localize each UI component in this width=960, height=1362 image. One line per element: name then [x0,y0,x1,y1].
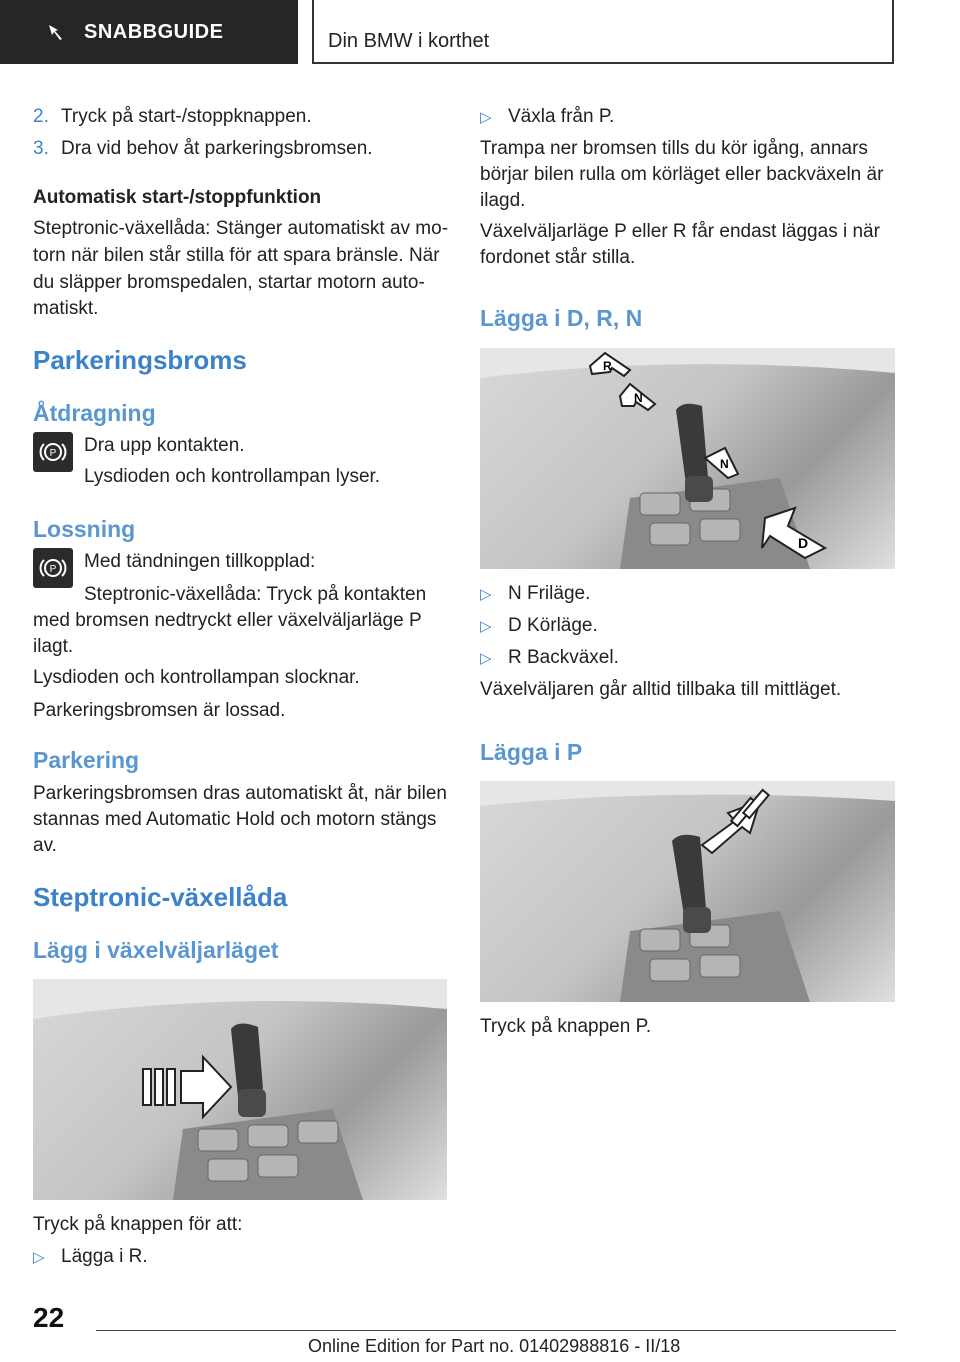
section-heading: Parkeringsbroms [33,345,247,375]
bullet-triangle-icon: ▷ [33,1249,45,1266]
body-line: Tryck på knappen för att: [33,1214,243,1235]
subsection-heading: Lägg i växelväljarläget [33,937,279,963]
body-line: torn när bilen står stilla för att spara bränsle. När [33,245,440,266]
parking-brake-switch-icon [33,548,73,588]
section-tab [0,0,298,64]
step-number: 3. [33,138,49,159]
subsection-heading: Parkering [33,747,140,773]
body-line: matiskt. [33,298,99,319]
body-line: Steptronic-växellåda: Tryck på kontakten [84,584,427,605]
body-line: Växelväljarläge P eller R får endast läggas i när [480,221,880,242]
bullet-triangle-icon: ▷ [480,109,492,126]
body-line: Steptronic-växellåda: Stänger automatiskt av mo‐ [33,218,449,239]
gear-label-n: N [720,457,729,471]
body-line: du släpper bromspedalen, startar motorn auto‐ [33,272,425,293]
body-line: Tryck på knappen P. [480,1016,652,1037]
subsection-heading: Lägga i P [480,739,583,765]
bullet-item [480,104,492,131]
body-line: Parkeringsbromsen är lossad. [33,700,286,721]
gear-selector-photo [33,979,447,1200]
page-title: Din BMW i korthet [328,30,490,52]
gear-label-n: N [634,391,643,405]
bullet-text: R Backväxel. [508,647,619,668]
step-text: Dra vid behov åt parkeringsbromsen. [61,138,373,159]
body-line: fordonet står stilla. [480,247,636,268]
parking-brake-switch-icon [33,432,73,472]
body-line: ilagt. [33,636,74,657]
step-text: Tryck på start-/stoppknappen. [61,106,312,127]
body-line: börjar bilen rulla om körläget eller backväxeln är [480,164,884,185]
step-number: 2. [33,106,49,127]
bullet-text: D Körläge. [508,615,598,636]
park-button-photo [480,781,895,1002]
footer-edition: Online Edition for Part no. 01402988816 - II/18 [308,1336,681,1356]
page-number: 22 [33,1302,65,1333]
bullet-item [480,645,492,672]
footer-divider [96,1330,896,1331]
bullet-triangle-icon: ▷ [480,586,492,603]
body-line: stannas med Automatic Hold och motorn stängs [33,809,437,830]
svg-text:P: P [49,564,57,575]
bullet-triangle-icon: ▷ [480,618,492,635]
svg-text:P: P [49,448,57,459]
body-line: Växelväljaren går alltid tillbaka till mittläget. [480,679,842,700]
subheading: Automatisk start-/stoppfunktion [33,187,322,208]
body-line: med bromsen nedtryckt eller växelväljarläge P [33,610,422,631]
body-line: Lysdioden och kontrollampan slocknar. [33,667,360,688]
body-line: Dra upp kontakten. [84,435,245,456]
page-title-box [312,0,894,64]
gear-label-d: D [798,535,809,551]
subsection-heading: Lägga i D, R, N [480,305,643,331]
bullet-text: Lägga i R. [61,1246,148,1267]
bullet-text: Växla från P. [508,106,615,127]
quick-guide-icon [44,20,68,44]
section-label: SNABBGUIDE [84,20,224,43]
bullet-item [480,613,492,640]
subsection-heading: Åtdragning [33,400,156,426]
bullet-item [33,1244,45,1271]
bullet-triangle-icon: ▷ [480,650,492,667]
section-heading: Steptronic-växellåda [33,882,288,912]
body-line: Lysdioden och kontrollampan lyser. [84,466,381,487]
gear-shift-drn-photo [480,348,895,569]
body-line: Trampa ner bromsen tills du kör igång, annars [480,138,868,159]
bullet-item [480,581,492,608]
bullet-text: N Friläge. [508,583,591,604]
body-line: ilagd. [480,190,526,211]
gear-label-r: R [603,359,612,373]
body-line: av. [33,835,57,856]
body-line: Med tändningen tillkopplad: [84,551,316,572]
subsection-heading: Lossning [33,516,136,542]
body-line: Parkeringsbromsen dras automatiskt åt, när bilen [33,783,447,804]
